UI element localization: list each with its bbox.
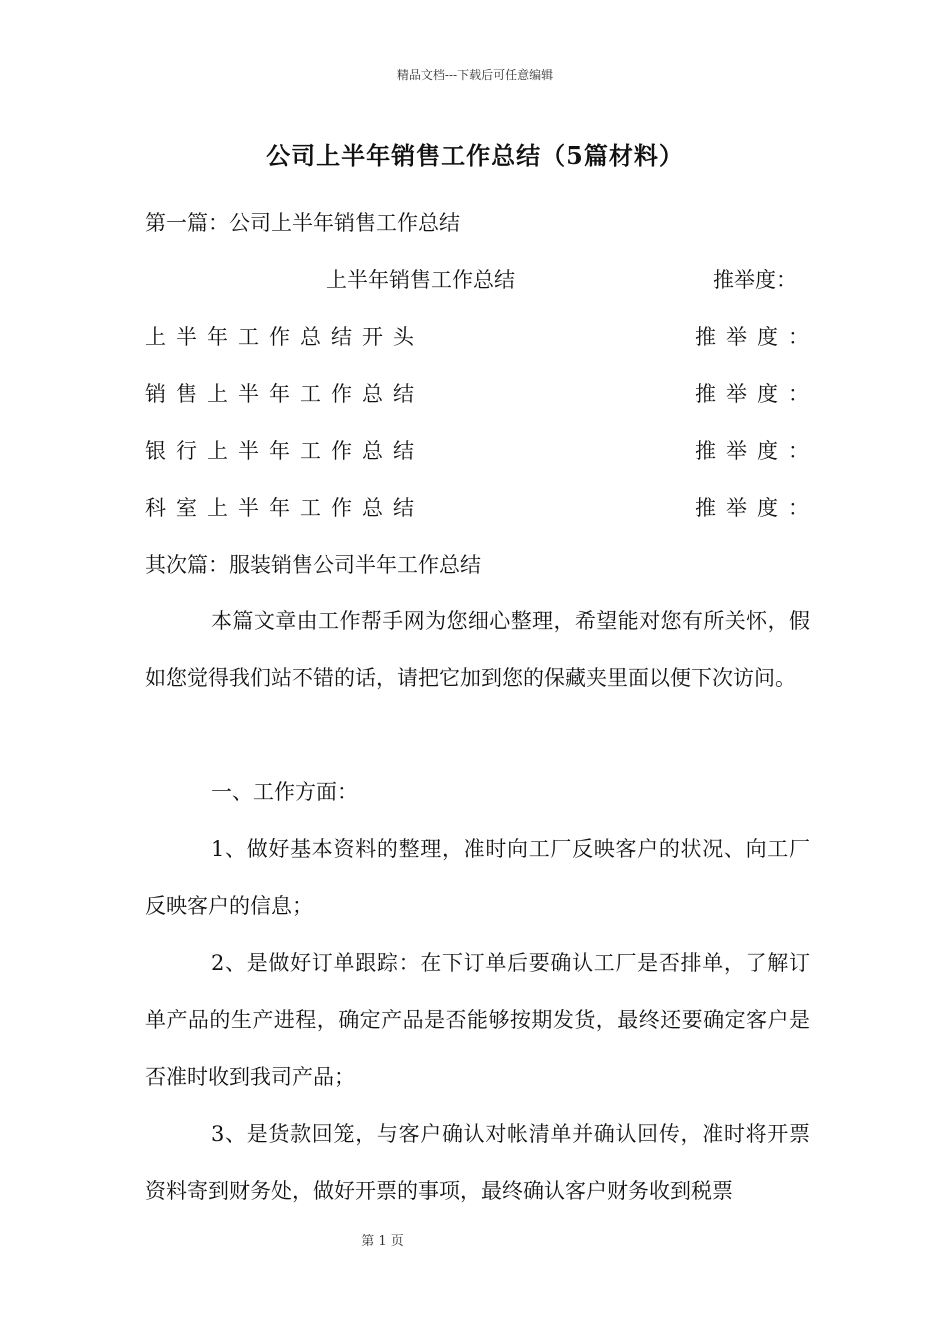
recommend-row-label: 销售上半年工作总结 bbox=[145, 382, 424, 406]
body-paragraph-heading: 一、工作方面： bbox=[211, 780, 358, 804]
page-header: 精品文档---下载后可任意编辑 bbox=[396, 68, 554, 82]
page-number: 第 1 页 bbox=[361, 1234, 404, 1249]
body-paragraph-item-2: 2、是做好订单跟踪：在下订单后要确认工厂是否排单，了解订单产品的生产进程，确定产品是否能够按期发货，最终还要确定客户是否准时收到我司产品； bbox=[145, 951, 810, 1089]
recommend-row-label: 科室上半年工作总结 bbox=[145, 496, 424, 520]
document-title: 公司上半年销售工作总结（5篇材料） bbox=[266, 141, 684, 170]
section-1-heading: 第一篇：公司上半年销售工作总结 bbox=[145, 211, 460, 235]
recommend-row-label: 上半年工作总结开头 bbox=[145, 325, 424, 349]
recommend-row-label: 银行上半年工作总结 bbox=[145, 439, 424, 463]
section-2-heading: 其次篇：服装销售公司半年工作总结 bbox=[145, 553, 481, 577]
recommend-row-label: 上半年销售工作总结 bbox=[326, 268, 515, 292]
body-paragraph-item-1: 1、做好基本资料的整理，准时向工厂反映客户的状况、向工厂反映客户的信息； bbox=[145, 837, 810, 918]
body-paragraph-item-3: 3、是货款回笼，与客户确认对帐清单并确认回传，准时将开票资料寄到财务处，做好开票的事项，最终确认客户财务收到税票 bbox=[145, 1122, 810, 1203]
recommend-row-rating: 推举度： bbox=[713, 268, 797, 292]
recommend-row-rating: 推举度： bbox=[695, 382, 819, 406]
recommend-row-rating: 推举度： bbox=[695, 325, 819, 349]
recommend-row-rating: 推举度： bbox=[695, 496, 819, 520]
recommend-row-rating: 推举度： bbox=[695, 439, 819, 463]
body-paragraph-intro: 本篇文章由工作帮手网为您细心整理，希望能对您有所关怀，假如您觉得我们站不错的话，请把它加到您的保藏夹里面以便下次访问。 bbox=[145, 609, 810, 690]
